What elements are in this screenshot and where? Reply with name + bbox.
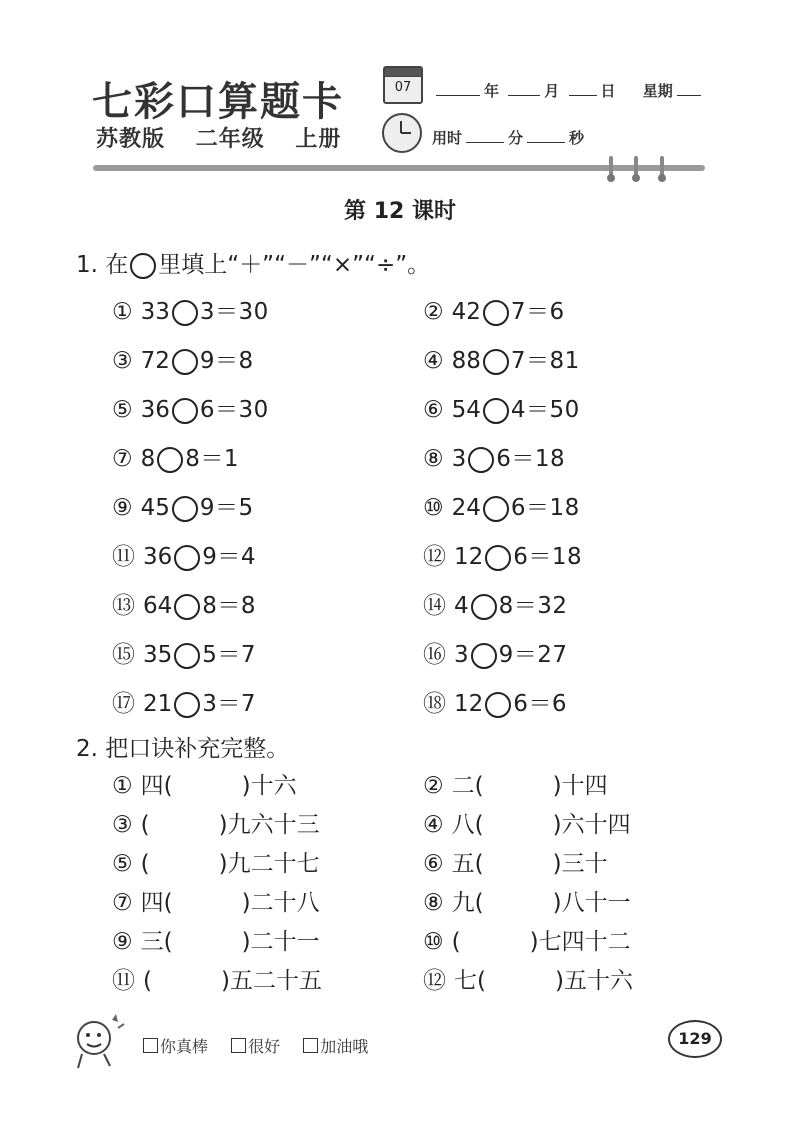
operator-answer-circle[interactable] bbox=[468, 447, 494, 473]
multiplication-rhyme-item[interactable] bbox=[423, 923, 631, 956]
operator-answer-circle[interactable] bbox=[471, 643, 497, 669]
equation-rest: 5＝7 bbox=[202, 642, 257, 668]
operand-a: 3 bbox=[454, 642, 469, 668]
calendar-icon bbox=[383, 66, 423, 104]
equation-rest: 6＝18 bbox=[513, 544, 583, 570]
arithmetic-item bbox=[423, 636, 568, 669]
operand-a: 36 bbox=[140, 397, 170, 423]
binder-pin bbox=[660, 156, 664, 178]
book-subtitle bbox=[96, 122, 363, 153]
operator-answer-circle[interactable] bbox=[174, 545, 200, 571]
time-line bbox=[432, 127, 584, 148]
calendar-number: 07 bbox=[394, 80, 412, 95]
item-number: ⑦ bbox=[112, 890, 133, 916]
arithmetic-item bbox=[112, 636, 256, 669]
item-number: ⑪ bbox=[112, 544, 135, 570]
seconds-label: 秒 bbox=[569, 129, 585, 147]
multiplication-rhyme-item[interactable] bbox=[423, 767, 608, 800]
equation-rest: 4＝50 bbox=[510, 397, 580, 423]
rhyme-text: 四( )十六 bbox=[140, 773, 297, 799]
month-label: 月 bbox=[544, 82, 560, 100]
operator-answer-circle[interactable] bbox=[483, 349, 509, 375]
item-number: ⑫ bbox=[423, 544, 446, 570]
checkbox-icon bbox=[231, 1038, 246, 1053]
item-number: ⑮ bbox=[112, 642, 135, 668]
multiplication-rhyme-item[interactable] bbox=[423, 845, 608, 878]
multiplication-rhyme-item[interactable] bbox=[112, 806, 320, 839]
operator-answer-circle[interactable] bbox=[174, 692, 200, 718]
arithmetic-item bbox=[112, 685, 256, 718]
multiplication-rhyme-item[interactable] bbox=[423, 806, 631, 839]
operand-a: 42 bbox=[451, 299, 481, 325]
item-number: ⑥ bbox=[423, 851, 444, 877]
year-label: 年 bbox=[484, 82, 500, 100]
checkbox-icon bbox=[143, 1038, 158, 1053]
equation-rest: 8＝1 bbox=[185, 446, 240, 472]
equation-rest: 7＝81 bbox=[510, 348, 580, 374]
equation-rest: 9＝5 bbox=[199, 495, 254, 521]
question-1-prefix: 在 bbox=[105, 252, 129, 278]
item-number: ⑩ bbox=[423, 929, 444, 955]
arithmetic-item bbox=[423, 489, 580, 522]
operator-answer-circle[interactable] bbox=[471, 594, 497, 620]
item-number: ⑨ bbox=[112, 495, 133, 521]
year-blank[interactable] bbox=[436, 81, 480, 96]
operator-answer-circle[interactable] bbox=[485, 692, 511, 718]
checkbox-icon bbox=[303, 1038, 318, 1053]
item-number: ④ bbox=[423, 812, 444, 838]
arithmetic-item bbox=[423, 685, 567, 718]
binder-pin bbox=[634, 156, 638, 178]
question-1-number: 1. bbox=[76, 252, 98, 278]
arithmetic-item bbox=[423, 342, 580, 375]
equation-rest: 3＝7 bbox=[202, 691, 257, 717]
day-blank[interactable] bbox=[569, 81, 597, 96]
time-used-label: 用时 bbox=[432, 129, 463, 147]
item-number: ② bbox=[423, 299, 444, 325]
equation-rest: 9＝27 bbox=[498, 642, 568, 668]
arithmetic-item bbox=[423, 587, 568, 620]
operator-answer-circle[interactable] bbox=[172, 496, 198, 522]
operator-answer-circle[interactable] bbox=[174, 594, 200, 620]
item-number: ② bbox=[423, 773, 444, 799]
item-number: ⑨ bbox=[112, 929, 133, 955]
arithmetic-item bbox=[423, 293, 565, 326]
operand-a: 12 bbox=[454, 691, 484, 717]
item-number: ⑯ bbox=[423, 642, 446, 668]
item-number: ⑤ bbox=[112, 851, 133, 877]
item-number: ⑦ bbox=[112, 446, 133, 472]
operand-a: 21 bbox=[143, 691, 173, 717]
rhyme-text: 七( )五十六 bbox=[454, 968, 633, 994]
multiplication-rhyme-item[interactable] bbox=[112, 845, 320, 878]
operator-answer-circle[interactable] bbox=[483, 300, 509, 326]
item-number: ③ bbox=[112, 812, 133, 838]
operator-answer-circle[interactable] bbox=[483, 496, 509, 522]
item-number: ⑥ bbox=[423, 397, 444, 423]
rhyme-text: ( )七四十二 bbox=[451, 929, 631, 955]
operator-answer-circle[interactable] bbox=[485, 545, 511, 571]
rhyme-text: 八( )六十四 bbox=[451, 812, 631, 838]
multiplication-rhyme-item[interactable] bbox=[112, 767, 297, 800]
equation-rest: 7＝6 bbox=[510, 299, 565, 325]
operator-answer-circle[interactable] bbox=[172, 300, 198, 326]
arithmetic-item bbox=[423, 538, 582, 571]
rhyme-text: 五( )三十 bbox=[451, 851, 608, 877]
rhyme-text: 四( )二十八 bbox=[140, 890, 320, 916]
answer-circle-icon bbox=[130, 253, 156, 279]
minutes-blank[interactable] bbox=[466, 128, 504, 143]
multiplication-rhyme-item[interactable] bbox=[112, 962, 322, 995]
grade-label: 二年级 bbox=[195, 127, 265, 152]
operand-a: 33 bbox=[140, 299, 170, 325]
binder-pin bbox=[609, 156, 613, 178]
arithmetic-item bbox=[112, 489, 254, 522]
equation-rest: 8＝32 bbox=[498, 593, 568, 619]
arithmetic-item bbox=[112, 587, 256, 620]
question-2-title: 2. 把口诀补充完整。 bbox=[76, 736, 290, 762]
arithmetic-item bbox=[423, 391, 580, 424]
operand-a: 45 bbox=[140, 495, 170, 521]
operator-answer-circle[interactable] bbox=[172, 349, 198, 375]
item-number: ① bbox=[112, 299, 133, 325]
edition-label: 苏教版 bbox=[96, 127, 166, 152]
rhyme-text: 三( )二十一 bbox=[140, 929, 320, 955]
seconds-blank[interactable] bbox=[527, 128, 565, 143]
operand-a: 12 bbox=[454, 544, 484, 570]
operand-a: 54 bbox=[451, 397, 481, 423]
item-number: ③ bbox=[112, 348, 133, 374]
operand-a: 3 bbox=[451, 446, 467, 472]
operand-a: 35 bbox=[143, 642, 173, 668]
equation-rest: 6＝30 bbox=[199, 397, 269, 423]
arithmetic-item bbox=[112, 538, 256, 571]
page-number: 129 bbox=[668, 1020, 722, 1058]
option-excellent[interactable]: 你真棒 bbox=[143, 1037, 208, 1056]
item-number: ⑫ bbox=[423, 968, 446, 994]
header-divider bbox=[93, 165, 705, 171]
option-good[interactable]: 很好 bbox=[231, 1037, 280, 1056]
item-number: ⑰ bbox=[112, 691, 135, 717]
question-1-instruction: 里填上“＋”“－”“×”“÷”。 bbox=[158, 252, 431, 278]
multiplication-rhyme-item[interactable] bbox=[112, 923, 320, 956]
operand-a: 24 bbox=[451, 495, 481, 521]
arithmetic-item bbox=[423, 440, 565, 473]
multiplication-rhyme-item[interactable] bbox=[423, 884, 631, 917]
item-number: ⑩ bbox=[423, 495, 444, 521]
arithmetic-item bbox=[112, 293, 269, 326]
volume-label: 上册 bbox=[295, 127, 342, 152]
multiplication-rhyme-item[interactable] bbox=[423, 962, 633, 995]
equation-rest: 8＝8 bbox=[202, 593, 257, 619]
rhyme-text: 九( )八十一 bbox=[451, 890, 631, 916]
option-keep-going[interactable]: 加油哦 bbox=[303, 1037, 368, 1056]
day-label: 日 bbox=[600, 82, 616, 100]
equation-rest: 6＝6 bbox=[513, 691, 568, 717]
weekday-blank[interactable] bbox=[677, 81, 701, 96]
item-number: ⑱ bbox=[423, 691, 446, 717]
item-number: ⑧ bbox=[423, 446, 444, 472]
operand-a: 4 bbox=[454, 593, 469, 619]
clock-icon bbox=[382, 113, 422, 153]
rhyme-text: ( )九二十七 bbox=[140, 851, 320, 877]
rhyme-text: 二( )十四 bbox=[451, 773, 608, 799]
lesson-title: 第 12 课时 bbox=[344, 199, 456, 224]
operator-answer-circle[interactable] bbox=[483, 398, 509, 424]
brand-title: 七彩口算题卡 bbox=[92, 78, 344, 125]
operand-a: 8 bbox=[140, 446, 156, 472]
item-number: ⑤ bbox=[112, 397, 133, 423]
operand-a: 36 bbox=[143, 544, 173, 570]
item-number: ⑪ bbox=[112, 968, 135, 994]
multiplication-rhyme-item[interactable] bbox=[112, 884, 320, 917]
item-number: ① bbox=[112, 773, 133, 799]
minutes-label: 分 bbox=[508, 129, 524, 147]
equation-rest: 3＝30 bbox=[199, 299, 269, 325]
date-line bbox=[432, 80, 705, 101]
item-number: ⑬ bbox=[112, 593, 135, 619]
operand-a: 72 bbox=[140, 348, 170, 374]
arithmetic-item bbox=[112, 391, 269, 424]
month-blank[interactable] bbox=[508, 81, 540, 96]
rhyme-text: ( )五二十五 bbox=[143, 968, 322, 994]
operator-answer-circle[interactable] bbox=[174, 643, 200, 669]
rhyme-text: ( )九六十三 bbox=[140, 812, 320, 838]
mascot-icon bbox=[68, 1008, 126, 1072]
equation-rest: 6＝18 bbox=[496, 446, 566, 472]
equation-rest: 6＝18 bbox=[510, 495, 580, 521]
arithmetic-item bbox=[112, 440, 239, 473]
operator-answer-circle[interactable] bbox=[157, 447, 183, 473]
item-number: ⑭ bbox=[423, 593, 446, 619]
equation-rest: 9＝8 bbox=[199, 348, 254, 374]
operator-answer-circle[interactable] bbox=[172, 398, 198, 424]
weekday-label: 星期 bbox=[642, 82, 673, 100]
operand-a: 88 bbox=[451, 348, 481, 374]
question-1-title bbox=[76, 246, 430, 279]
item-number: ④ bbox=[423, 348, 444, 374]
operand-a: 64 bbox=[143, 593, 173, 619]
equation-rest: 9＝4 bbox=[202, 544, 257, 570]
item-number: ⑧ bbox=[423, 890, 444, 916]
self-evaluation bbox=[143, 1034, 386, 1057]
arithmetic-item bbox=[112, 342, 254, 375]
